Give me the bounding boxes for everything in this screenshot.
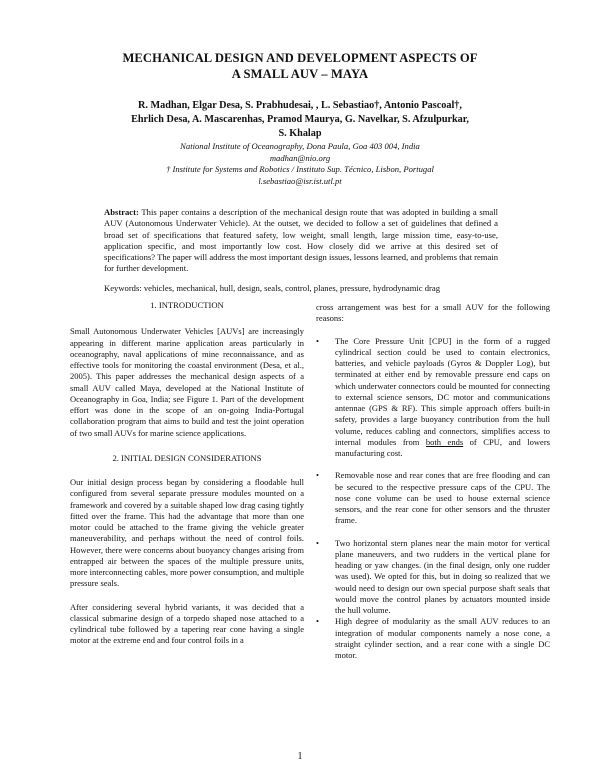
bullet-icon: • (316, 616, 319, 627)
abstract-text: This paper contains a description of the mechanical design route that was adopted in building a small AUV (Autonomous Underwater Vehicle). At the outset, we decided to follow a set of guidelines that defined a broad set of specifications that featured safety, low weight, small length, large mission time, easy-to-use, application specific, and most importantly low cost. How closely did we arrive at this desired set of specifications? The paper will address the most important design issues, lessons learned, and problems that remain for further development. (104, 207, 498, 274)
authors-line-3: S. Khalap (278, 128, 322, 139)
title-line-1: MECHANICAL DESIGN AND DEVELOPMENT ASPECTS OF (122, 51, 478, 65)
authors-line-2: Ehrlich Desa, A. Mascarenhas, Pramod Maurya, G. Navelkar, S. Afzulpurkar, (131, 114, 469, 125)
initial-design-paragraph-1: Our initial design process began by considering a floodable hull configured from several separate pressure modules mounted on a framework and covered by a suitable shaped low drag casing tightly fitted over the frame. This had the advantage that more than one motor could be attached to the frame giving the vehicle greater maneuverability, and perhaps without the need of control foils. However, there were concerns about buoyancy changes arising from entrapped air between the spaces of the multiple pressure units, more interconnecting cables, more power consumption, and multiple pressure seals. (70, 477, 304, 589)
reason-control-planes: Two horizontal stern planes near the main motor for vertical plane maneuvers, and two rudders in the vertical plane for heading or yaw changes. (in the final design, only one rudder was used). We opted for this, but in doing so realized that we would need to design our own special purpose shaft seals that would move the control planes by actuators mounted inside the hull volume. (335, 537, 550, 615)
affiliation-ist: † Institute for Systems and Robotics / Instituto Sup. Técnico, Lisbon, Portugal (166, 164, 434, 174)
reason-core-pressure-unit: The Core Pressure Unit [CPU] in the form of a rugged cylindrical section could be used to contain electronics, batteries, and vehicle payloads (Gyros & Doppler Log), but terminated at either end by removable pressure end caps on which underwater connectors could be mounted for connecting to external science sensors, DC motor and communications antennae (GPS & RF). This simple approach offers built-in safety, provides a large buoyancy contribution from the hull volume, reduces cabling and connectors, simplifies access to internal modules from both ends of CPU, and lowers manufacturing cost. (335, 335, 550, 458)
initial-design-paragraph-2: After considering several hybrid variants, it was decided that a classical submarine design of a torpedo shaped nose attached to a cylindrical tube followed by a tapering rear cone having a single motor at the extreme end and four control foils in a (70, 601, 304, 646)
affiliations (80, 141, 520, 187)
affiliation-nio: National Institute of Oceanography, Dona Paula, Goa 403 004, India (180, 141, 420, 151)
paper-title (60, 50, 540, 82)
author-list (90, 99, 510, 141)
reason-modularity: High degree of modularity as the small AUV reduces to an integration of modular components namely a nose cone, a straight cylinder section, and a rear cone with a single DC motor. (335, 616, 550, 660)
affiliation-ist-email: l.sebastiao@isr.ist.utl.pt (258, 175, 342, 186)
bullet-icon: • (316, 335, 319, 346)
introduction-paragraph: Small Autonomous Underwater Vehicles [AUVs] are increasingly appearing in different marine application areas particularly in oceanography, naval applications of mine reconnaissance, and as effective tools for monitoring the coastal environment (Desa, et al., 2005). This paper addresses the mechanical design aspects of a small AUV called Maya, developed at the National Institute of Oceanography in Goa, India; see Figure 1. Part of the development effort was done in the scope of an on-going India-Portugal collaboration program that aims to build and test the joint operation of two small AUVs for marine science applications. (70, 326, 304, 438)
right-column (316, 302, 550, 661)
abstract (104, 207, 498, 275)
keywords: Keywords: vehicles, mechanical, hull, design, seals, control, planes, pressure, hydrodynamic drag (104, 283, 441, 293)
affiliation-nio-email: madhan@nio.org (269, 152, 331, 163)
section-heading-introduction: 1. INTRODUCTION (150, 300, 224, 310)
reasons-intro: cross arrangement was best for a small AUV for the following reasons: (316, 302, 550, 324)
page-number: 1 (297, 751, 303, 762)
section-heading-initial-design: 2. INITIAL DESIGN CONSIDERATIONS (112, 452, 262, 463)
authors-line-1: R. Madhan, Elgar Desa, S. Prabhudesai, , L. Sebastiao†, Antonio Pascoal†, (138, 100, 462, 111)
reasons-list (316, 336, 550, 662)
list-item (316, 538, 550, 617)
bullet-icon: • (316, 537, 319, 548)
list-item (316, 616, 550, 661)
abstract-label: Abstract: (104, 207, 139, 217)
list-item (316, 336, 550, 460)
reason-removable-cones: Removable nose and rear cones that are free flooding and can be secured to the respective pressure caps of the CPU. The nose cone volume can be used to house external science sensors, and the rear cone for other sensors and the thruster frame. (335, 470, 550, 526)
title-line-2: A SMALL AUV – MAYA (231, 67, 369, 81)
underlined-both-ends: both ends (425, 436, 464, 447)
left-column (70, 300, 304, 647)
list-item (316, 470, 550, 526)
bullet-icon: • (316, 470, 319, 481)
